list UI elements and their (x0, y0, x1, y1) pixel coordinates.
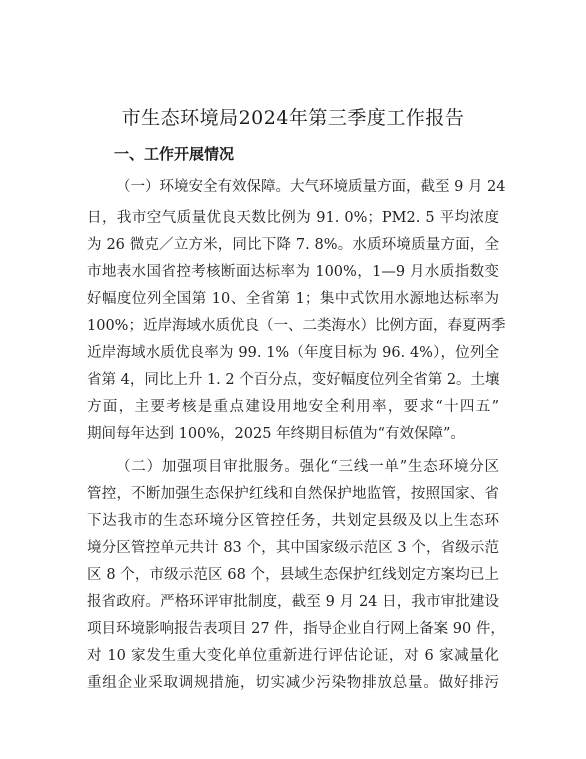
paragraph-line: 期间每年达到 100%，2025 年终期目标值为“有效保障”。 (87, 426, 465, 442)
paragraph-line: 市地表水国省控考核断面达标率为 100%，1—9 月水质指数变 (87, 264, 499, 280)
paragraph-line: 区 8 个，市级示范区 68 个，县域生态保护红线划定方案均已上 (87, 567, 499, 583)
section-heading: 一、工作开展情况 (114, 145, 235, 163)
paragraph-line: 近岸海域水质优良率为 99. 1%（年度目标为 96. 4%），位列全 (87, 345, 499, 361)
paragraph-line: 境分区管控单元共计 83 个，其中国家级示范区 3 个，省级示范 (87, 540, 499, 556)
paragraph-line: 为 26 微克／立方米，同比下降 7. 8%。水质环境质量方面，全 (87, 237, 499, 253)
paragraph-line: 下达我市的生态环境分区管控任务，共划定县级及以上生态环 (87, 513, 499, 529)
paragraph-line: 报省政府。严格环评审批制度，截至 9 月 24 日，我市审批建设 (87, 594, 499, 610)
paragraph-line: 好幅度位列全国第 10、全省第 1；集中式饮用水源地达标率为 (87, 291, 499, 307)
paragraph-line: 100%；近岸海域水质优良（一、二类海水）比例方面，春夏两季 (87, 318, 506, 334)
paragraph-line: 省第 4，同比上升 1. 2 个百分点，变好幅度位列全省第 2。土壤 (87, 372, 500, 388)
paragraph-line: 日，我市空气质量优良天数比例为 91. 0%；PM2. 5 平均浓度 (87, 210, 499, 226)
paragraph-line: 方面，主要考核是重点建设用地安全利用率，要求“十四五” (87, 399, 499, 415)
paragraph-line: 管控，不断加强生态保护红线和自然保护地监管，按照国家、省 (87, 486, 499, 502)
paragraph-line: 对 10 家发生重大变化单位重新进行评估论证，对 6 家减量化 (87, 648, 499, 664)
paragraph-line: 重组企业采取调规措施，切实减少污染物排放总量。做好排污 (87, 675, 499, 691)
paragraph-line: （一）环境安全有效保障。大气环境质量方面，截至 9 月 24 (116, 179, 506, 195)
document-title: 市生态环境局2024年第三季度工作报告 (121, 107, 465, 129)
paragraph-line: （二）加强项目审批服务。强化“三线一单”生态环境分区 (116, 459, 499, 475)
paragraph-line: 项目环境影响报告表项目 27 件，指导企业自行网上备案 90 件， (87, 621, 505, 637)
